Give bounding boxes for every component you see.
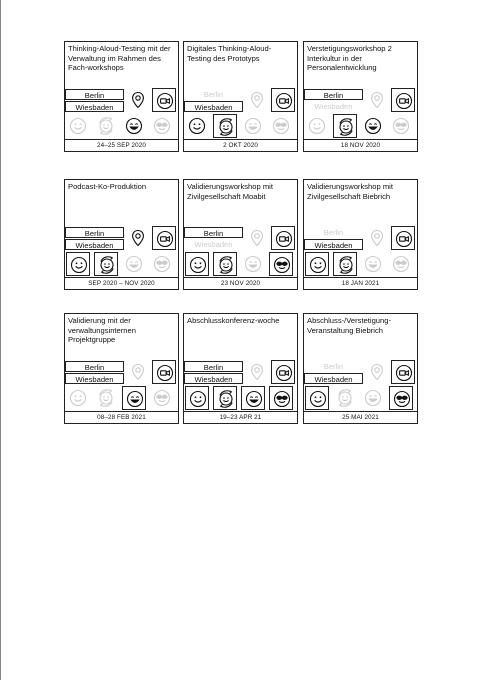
location-pin-icon xyxy=(126,88,150,112)
swap-icon-graphic xyxy=(216,117,236,137)
card-title: Podcast-Ko-Produktion xyxy=(68,182,147,191)
camera-icon-graphic xyxy=(274,91,294,111)
camera-icon-graphic xyxy=(394,363,414,383)
smile-icon-graphic xyxy=(188,389,208,409)
rotating-face-icon xyxy=(94,114,118,138)
smile-icon-graphic xyxy=(69,255,89,275)
smile-face-icon xyxy=(305,114,329,138)
card-title: Digitales Thinking-Aloud-Testing des Prototyps xyxy=(187,44,272,63)
camera-icon-graphic xyxy=(155,91,175,111)
smile-face-icon xyxy=(66,114,90,138)
mask-icon-graphic xyxy=(392,389,412,409)
mask-icon-graphic xyxy=(272,389,292,409)
location-berlin: Berlin xyxy=(65,89,124,100)
happy-icon-graphic xyxy=(363,388,383,408)
card-date: 2 OKT 2020 xyxy=(184,139,297,151)
location-berlin: Berlin xyxy=(65,361,124,372)
location-berlin: Berlin xyxy=(304,227,363,238)
rotating-face-icon xyxy=(333,252,357,276)
rotating-face-icon xyxy=(213,386,237,410)
location-pin-icon xyxy=(126,360,150,384)
camera-icon-graphic xyxy=(274,363,294,383)
grin-face-icon xyxy=(241,386,265,410)
video-camera-icon xyxy=(152,88,176,112)
location-wiesbaden: Wiesbaden xyxy=(304,101,363,112)
rotating-face-icon xyxy=(213,114,237,138)
smile-face-icon xyxy=(305,252,329,276)
swap-icon-graphic xyxy=(216,389,236,409)
location-pin-icon xyxy=(365,360,389,384)
location-berlin: Berlin xyxy=(184,227,243,238)
pin-icon-graphic xyxy=(367,90,387,110)
happy-icon-graphic xyxy=(244,389,264,409)
location-pin-icon xyxy=(245,88,269,112)
workshop-card[interactable] xyxy=(183,313,298,424)
smile-face-icon xyxy=(305,386,329,410)
smile-icon-graphic xyxy=(68,116,88,136)
location-pin-icon xyxy=(365,226,389,250)
workshop-card[interactable] xyxy=(64,179,179,290)
location-pin-icon xyxy=(245,360,269,384)
smile-icon-graphic xyxy=(187,116,207,136)
card-title: Validierungsworkshop mit Zivilgesellschaft Biebrich xyxy=(307,182,393,201)
workshop-card[interactable] xyxy=(183,179,298,290)
rotating-face-icon xyxy=(333,114,357,138)
card-date: 18 JAN 2021 xyxy=(304,277,417,289)
grin-face-icon xyxy=(361,114,385,138)
grin-face-icon xyxy=(122,386,146,410)
smile-icon-graphic xyxy=(308,255,328,275)
grin-face-icon xyxy=(241,252,265,276)
mask-icon-graphic xyxy=(152,388,172,408)
smile-face-icon xyxy=(185,252,209,276)
swap-icon-graphic xyxy=(335,388,355,408)
card-date: 24–25 SEP 2020 xyxy=(65,139,178,151)
swap-icon-graphic xyxy=(96,116,116,136)
mask-icon-graphic xyxy=(152,116,172,136)
card-date: 23 NOV 2020 xyxy=(184,277,297,289)
camera-icon-graphic xyxy=(394,91,414,111)
pin-icon-graphic xyxy=(128,90,148,110)
happy-icon-graphic xyxy=(363,254,383,274)
location-berlin: Berlin xyxy=(304,361,363,372)
video-camera-icon xyxy=(391,360,415,384)
card-title: Validierungsworkshop mit Zivilgesellschaft Moabit xyxy=(187,182,273,201)
location-berlin: Berlin xyxy=(304,89,363,100)
pin-icon-graphic xyxy=(247,90,267,110)
card-title: Verstetigungsworkshop 2 Interkultur in der Personalentwicklung xyxy=(307,44,392,73)
happy-icon-graphic xyxy=(125,389,145,409)
swap-icon-graphic xyxy=(96,388,116,408)
card-date: 18 NOV 2020 xyxy=(304,139,417,151)
location-wiesbaden: Wiesbaden xyxy=(65,239,124,250)
smile-icon-graphic xyxy=(188,255,208,275)
video-camera-icon xyxy=(271,88,295,112)
workshop-card[interactable] xyxy=(183,41,298,152)
masked-face-icon xyxy=(150,386,174,410)
card-date: SEP 2020 – NOV 2020 xyxy=(65,277,178,289)
camera-icon-graphic xyxy=(155,363,175,383)
location-wiesbaden: Wiesbaden xyxy=(304,239,363,250)
grin-face-icon xyxy=(122,114,146,138)
card-date: 19–23 APR 21 xyxy=(184,411,297,423)
video-camera-icon xyxy=(152,360,176,384)
masked-face-icon xyxy=(389,114,413,138)
rotating-face-icon xyxy=(213,252,237,276)
pin-icon-graphic xyxy=(367,228,387,248)
mask-icon-graphic xyxy=(152,254,172,274)
swap-icon-graphic xyxy=(336,117,356,137)
masked-face-icon xyxy=(389,386,413,410)
location-wiesbaden: Wiesbaden xyxy=(184,239,243,250)
card-title: Validierung mit der verwaltungsinternen Projektgruppe xyxy=(68,316,136,345)
card-date: 08–28 FEB 2021 xyxy=(65,411,178,423)
happy-icon-graphic xyxy=(363,116,383,136)
location-wiesbaden: Wiesbaden xyxy=(304,373,363,384)
location-wiesbaden: Wiesbaden xyxy=(65,373,124,384)
smile-face-icon xyxy=(185,386,209,410)
masked-face-icon xyxy=(269,114,293,138)
mask-icon-graphic xyxy=(391,254,411,274)
smile-face-icon xyxy=(185,114,209,138)
location-pin-icon xyxy=(126,226,150,250)
rotating-face-icon xyxy=(94,386,118,410)
mask-icon-graphic xyxy=(391,116,411,136)
swap-icon-graphic xyxy=(336,255,356,275)
swap-icon-graphic xyxy=(216,255,236,275)
smile-face-icon xyxy=(66,252,90,276)
location-wiesbaden: Wiesbaden xyxy=(184,101,243,112)
location-wiesbaden: Wiesbaden xyxy=(184,373,243,384)
video-camera-icon xyxy=(391,226,415,250)
workshop-card[interactable] xyxy=(303,41,418,152)
camera-icon-graphic xyxy=(274,229,294,249)
masked-face-icon xyxy=(269,386,293,410)
workshop-card[interactable] xyxy=(303,313,418,424)
smile-face-icon xyxy=(66,386,90,410)
card-title: Thinking-Aloud-Testing mit der Verwaltung im Rahmen des Fach-workshops xyxy=(68,44,171,73)
card-date: 25 MAI 2021 xyxy=(304,411,417,423)
video-camera-icon xyxy=(271,226,295,250)
grin-face-icon xyxy=(241,114,265,138)
pin-icon-graphic xyxy=(128,228,148,248)
rotating-face-icon xyxy=(94,252,118,276)
card-title: Abschlusskonferenz-woche xyxy=(187,316,280,325)
mask-icon-graphic xyxy=(271,116,291,136)
video-camera-icon xyxy=(152,226,176,250)
mask-icon-graphic xyxy=(272,255,292,275)
video-camera-icon xyxy=(271,360,295,384)
card-title: Abschluss-/Verstetigung-Veranstaltung Biebrich xyxy=(307,316,391,335)
pin-icon-graphic xyxy=(247,362,267,382)
smile-icon-graphic xyxy=(308,389,328,409)
smile-icon-graphic xyxy=(307,116,327,136)
masked-face-icon xyxy=(150,252,174,276)
location-berlin: Berlin xyxy=(65,227,124,238)
pin-icon-graphic xyxy=(128,362,148,382)
location-berlin: Berlin xyxy=(184,89,243,100)
masked-face-icon xyxy=(269,252,293,276)
video-camera-icon xyxy=(391,88,415,112)
camera-icon-graphic xyxy=(155,229,175,249)
page-left-rule xyxy=(0,0,1,680)
swap-icon-graphic xyxy=(97,255,117,275)
grin-face-icon xyxy=(361,252,385,276)
happy-icon-graphic xyxy=(243,254,263,274)
workshop-card[interactable] xyxy=(303,179,418,290)
grin-face-icon xyxy=(361,386,385,410)
masked-face-icon xyxy=(150,114,174,138)
location-wiesbaden: Wiesbaden xyxy=(65,101,124,112)
masked-face-icon xyxy=(389,252,413,276)
location-pin-icon xyxy=(245,226,269,250)
smile-icon-graphic xyxy=(68,388,88,408)
rotating-face-icon xyxy=(333,386,357,410)
workshop-card[interactable] xyxy=(64,313,179,424)
pin-icon-graphic xyxy=(247,228,267,248)
happy-icon-graphic xyxy=(124,116,144,136)
camera-icon-graphic xyxy=(394,229,414,249)
grin-face-icon xyxy=(122,252,146,276)
happy-icon-graphic xyxy=(243,116,263,136)
workshop-card[interactable] xyxy=(64,41,179,152)
happy-icon-graphic xyxy=(124,254,144,274)
pin-icon-graphic xyxy=(367,362,387,382)
location-berlin: Berlin xyxy=(184,361,243,372)
location-pin-icon xyxy=(365,88,389,112)
